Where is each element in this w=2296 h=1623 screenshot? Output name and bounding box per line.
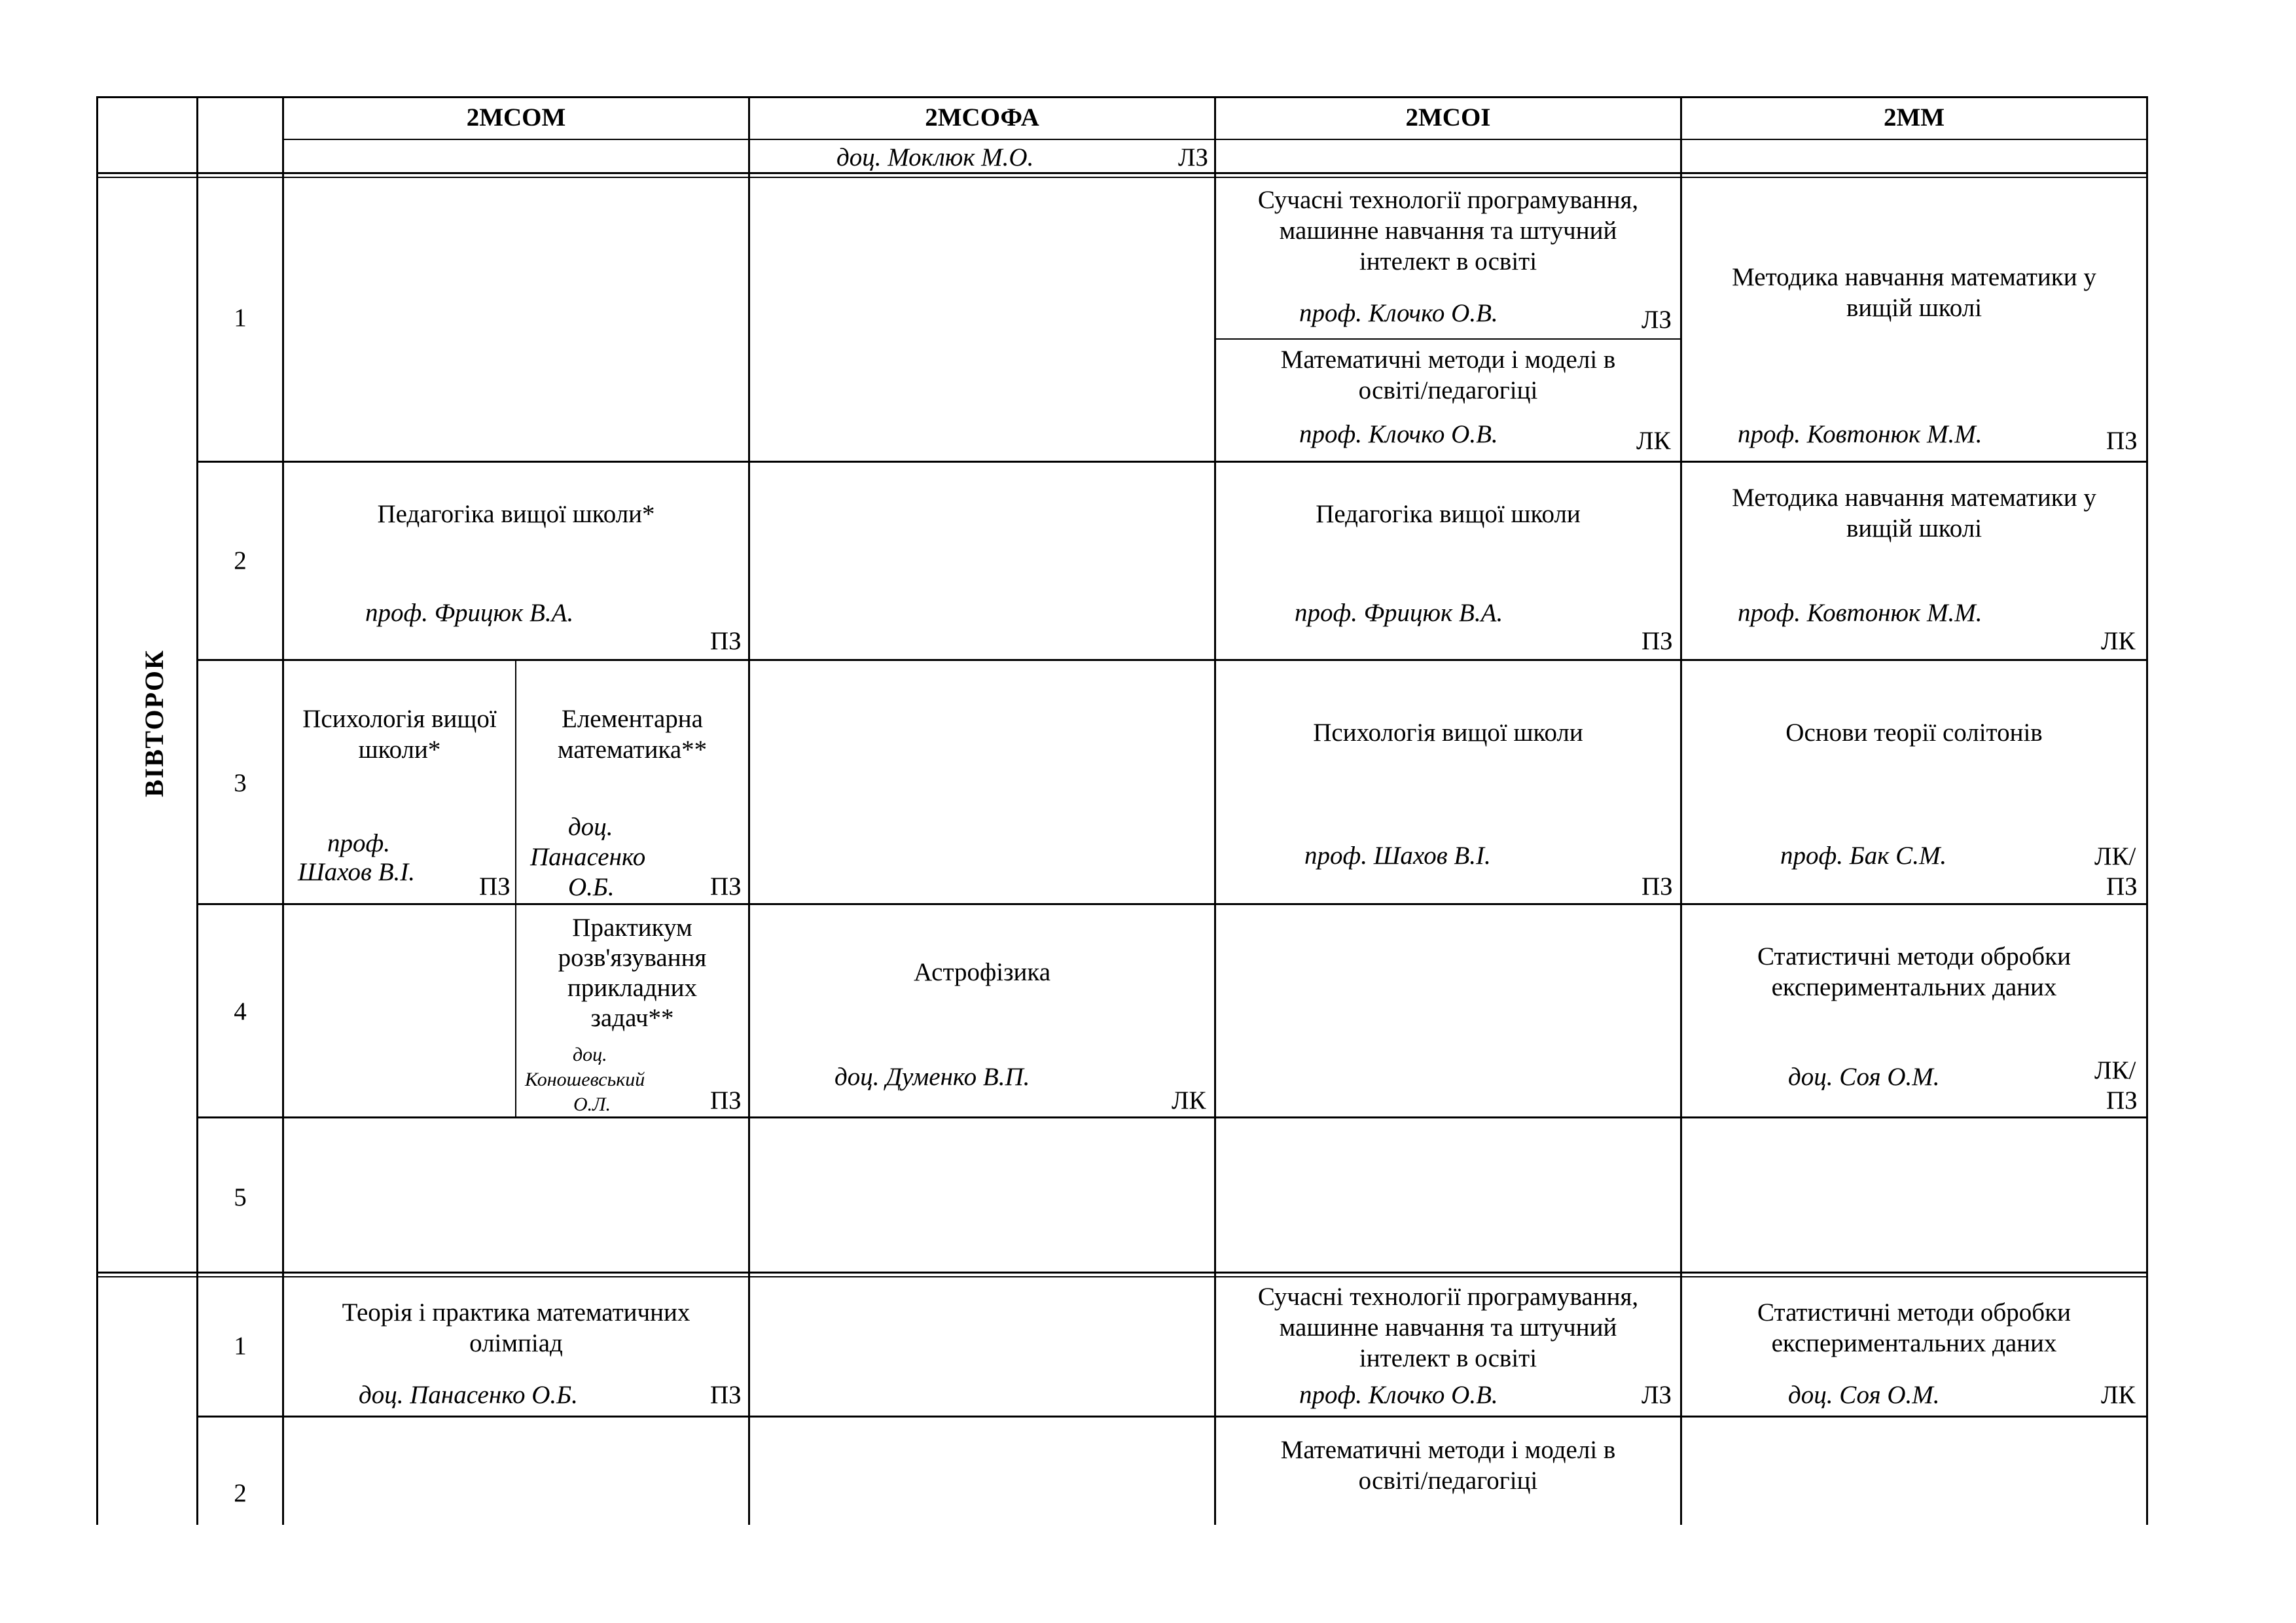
teacher-name: проф. Шахов В.І.: [1304, 842, 1491, 870]
lesson-type: ПЗ: [479, 872, 511, 901]
subject-line: Основи теорії солітонів: [1785, 719, 2043, 747]
subject-line: задач**: [590, 1004, 674, 1032]
lesson-type: ЛК/: [2094, 842, 2136, 870]
teacher-name: проф. Бак С.М.: [1780, 842, 1947, 870]
lesson-type: ПЗ: [710, 1086, 742, 1115]
day-label: ВІВТОРОК: [139, 649, 169, 797]
subject-line: прикладних: [567, 974, 698, 1002]
subrow-type: ЛЗ: [1178, 143, 1208, 171]
subject-line: Математичні методи і моделі в: [1280, 1436, 1616, 1464]
subject-line: школи*: [358, 736, 441, 764]
teacher-name: доц. Соя О.М.: [1788, 1063, 1940, 1091]
subject-line: Практикум: [572, 914, 692, 942]
subject-line: інтелект в освіті: [1359, 1344, 1537, 1372]
subject-line: Теорія і практика математичних: [342, 1298, 691, 1327]
subject-line: Сучасні технології програмування,: [1257, 1283, 1639, 1311]
lesson-type: ЛК: [2101, 627, 2136, 655]
lesson-type: ПЗ: [710, 1381, 742, 1409]
lesson-type: ЛЗ: [1641, 306, 1672, 334]
teacher-name: проф. Клочко О.В.: [1299, 1381, 1498, 1409]
lesson-type: ЛК/: [2094, 1056, 2136, 1084]
teacher-name: проф. Клочко О.В.: [1299, 420, 1498, 448]
teacher-name: О.Л.: [573, 1094, 611, 1115]
subject-line: Сучасні технології програмування,: [1257, 186, 1639, 214]
subject-line: Статистичні методи обробки: [1757, 1298, 2071, 1327]
subject-line: Педагогіка вищої школи: [1316, 500, 1581, 528]
teacher-name: Коношевський: [525, 1069, 645, 1090]
period-number: 3: [234, 769, 247, 797]
subject-line: інтелект в освіті: [1359, 247, 1537, 276]
subject-line: освіті/педагогіці: [1358, 376, 1538, 404]
subject-line: машинне навчання та штучний: [1279, 217, 1617, 245]
subject-line: Математичні методи і моделі в: [1280, 346, 1616, 374]
period-number: 1: [234, 1332, 247, 1360]
teacher-name: проф. Клочко О.В.: [1299, 299, 1498, 327]
subject-line: математика**: [557, 736, 708, 764]
subject-line: експериментальних даних: [1771, 973, 2057, 1001]
subject-line: Психологія вищої школи: [1313, 719, 1583, 747]
group-header-2mm: 2ММ: [1883, 103, 1945, 132]
subject-line: Методика навчання математики у: [1732, 484, 2096, 512]
teacher-name: проф. Фрицюк В.А.: [365, 599, 574, 627]
subject-line: Психологія вищої: [302, 705, 497, 733]
subject-line: Статистичні методи обробки: [1757, 942, 2071, 971]
subrow-teacher: доц. Моклюк М.О.: [836, 143, 1034, 171]
subject-line: Астрофізика: [913, 958, 1051, 986]
teacher-name: О.Б.: [568, 873, 615, 901]
period-number: 2: [234, 1479, 247, 1507]
subject-line: освіті/педагогіці: [1358, 1467, 1538, 1495]
subject-line: експериментальних даних: [1771, 1329, 2057, 1357]
group-header-2msoi: 2МСОІ: [1405, 103, 1491, 132]
teacher-name: доц. Панасенко О.Б.: [359, 1381, 578, 1409]
period-number: 2: [234, 546, 247, 575]
subject-line: Педагогіка вищої школи*: [377, 500, 655, 528]
teacher-name: проф.: [327, 829, 390, 857]
subject-line: Методика навчання математики у: [1732, 263, 2096, 291]
group-header-2msofa: 2МСОФА: [925, 103, 1039, 132]
lesson-type: ЛЗ: [1641, 1381, 1672, 1409]
lesson-type: ПЗ: [2106, 1086, 2138, 1115]
lesson-type: ПЗ: [1641, 872, 1673, 901]
subject-line: розв'язування: [558, 944, 707, 972]
subject-line: вищій школі: [1846, 294, 1982, 322]
lesson-type: ЛК: [1172, 1086, 1206, 1115]
teacher-name: проф. Ковтонюк М.М.: [1738, 599, 1982, 627]
subject-line: Елементарна: [562, 705, 703, 733]
period-number: 1: [234, 304, 247, 332]
teacher-name: доц. Думенко В.П.: [834, 1063, 1030, 1091]
lesson-type: ЛК: [2101, 1381, 2136, 1409]
period-number: 4: [234, 997, 247, 1026]
teacher-name: доц. Соя О.М.: [1788, 1381, 1940, 1409]
subject-line: машинне навчання та штучний: [1279, 1313, 1617, 1342]
teacher-name: доц.: [568, 813, 613, 841]
teacher-name: Панасенко: [530, 843, 646, 871]
period-number: 5: [234, 1183, 247, 1211]
teacher-name: проф. Ковтонюк М.М.: [1738, 420, 1982, 448]
lesson-type: ПЗ: [2106, 427, 2138, 455]
subject-line: вищій школі: [1846, 514, 1982, 543]
subject-line: олімпіад: [469, 1329, 563, 1357]
lesson-type: ЛК: [1636, 427, 1671, 455]
lesson-type: ПЗ: [710, 872, 742, 901]
teacher-name: проф. Фрицюк В.А.: [1295, 599, 1503, 627]
teacher-name: доц.: [573, 1044, 607, 1065]
teacher-name: Шахов В.І.: [298, 858, 416, 886]
lesson-type: ПЗ: [2106, 872, 2138, 901]
group-header-2msom: 2МСОМ: [466, 103, 566, 132]
lesson-type: ПЗ: [710, 627, 742, 655]
lesson-type: ПЗ: [1641, 627, 1673, 655]
